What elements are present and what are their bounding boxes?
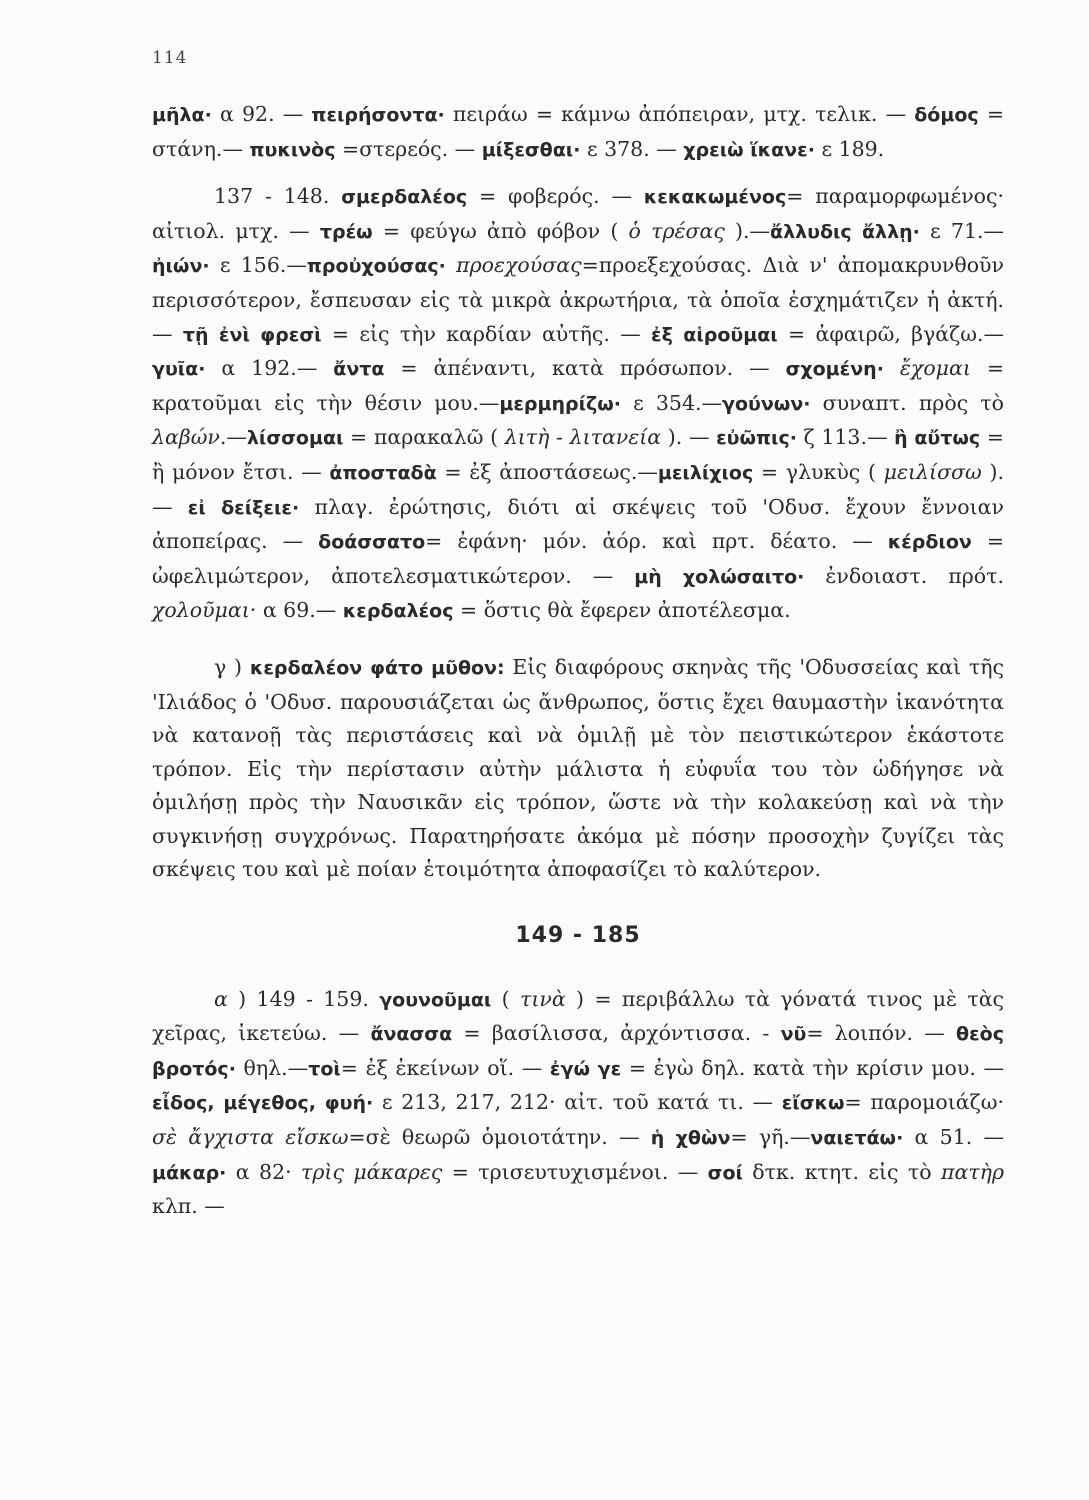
commentary-paragraph-3 [152,651,1004,887]
lemma-term: προὐχούσας· [306,255,446,278]
lemma-term: θεὸς βροτός· [152,1023,1004,1080]
lemma-term: τρέω [319,220,373,243]
gloss-text: = ἀπέναντι, κατὰ πρόσωπον. — [384,356,786,381]
lemma-term: μίξεσθαι· [481,138,581,161]
gloss-text: ) 149 - 159. [227,986,380,1011]
section-heading: 149 - 185 [515,923,641,949]
gloss-text: ζ 113.— [796,425,895,450]
italic-term: τινὰ [519,986,566,1011]
gloss-text [884,356,900,380]
gloss-text: = ἐξ ἐκείνων οἵ. — [340,1055,550,1080]
gloss-text: = βασίλισσα, ἀρχόντισσα. - [452,1021,781,1046]
gloss-text: Εἰς διαφόρους σκηνὰς τῆς 'Οδυσσείας καὶ τῆς 'Ιλιάδος ὁ 'Οδυσ. παρουσιάζεται ὡς ἄνθρωπος, ὅστις ἔχει θαυμαστὴν ἱκανότητα νὰ κατανοῇ τὰς περιστάσεις καὶ νὰ ὁμιλῇ μὲ τὸν πειστικώτερον ἑκάστοτε τρόπον. Εἰς τὴν περίστασιν αὐτὴν μάλιστα ἡ εὐφυΐα του τὸν ὡδήγησε νὰ ὁμιλήσῃ πρὸς τὴν Ναυσικᾶν εἰς τρόπον, ὥστε νὰ τὴν κολακεύσῃ καὶ νὰ τὴν συγκινήσῃ συγχρόνως. Παρατηρήσατε ἀκόμα μὲ πόσην προσοχὴν ζυγίζει τὰς σκέψεις του καὶ μὲ ποίαν ἑτοιμότητα ἀποφασίζει τὸ καλύτερον. [152,654,1004,882]
section-paragraph [152,983,1004,1224]
italic-term: ἔχομαι [899,356,971,381]
gloss-text: = γλυκὺς ( [753,459,884,484]
lemma-term: χρειὼ ἵκανε· [683,138,815,161]
italic-term: ὁ τρέσας [628,218,725,243]
commentary-paragraph-2 [152,180,1004,629]
lemma-term: εἰ δείξειε· [187,496,300,519]
gloss-text: α 92. — [211,102,312,126]
gloss-text: α 51. — [903,1125,1005,1150]
italic-term: σὲ ἄγχιστα εἴσκω [152,1125,349,1150]
gloss-text: ε 189. [814,136,885,161]
lemma-term: μερμηρίζω· [499,392,622,415]
gloss-text: ε 354.— [621,390,723,415]
lemma-term: πειρήσοντα· [311,104,445,126]
gloss-text: ε 213, 217, 212· αἰτ. τοῦ κατά τι. — [373,1090,782,1115]
gloss-text: ( [491,986,520,1011]
gloss-text: ἐνδοιαστ. πρότ. [804,563,1005,588]
gloss-text: = ἐφάνη· μόν. ἀόρ. καὶ πρτ. δέατο. — [425,529,888,554]
italic-term: μειλίσσω [883,459,982,484]
lemma-term: νῦ [780,1023,807,1046]
lemma-term: τῇ ἐνὶ φρεσὶ [182,323,322,346]
commentary-paragraph-1 [152,98,1004,167]
lemma-term: ἡ χθὼν [650,1127,731,1150]
gloss-text: = τρισευτυχισμένοι. — [442,1159,708,1184]
italic-term: τρὶς μάκαρες [301,1159,443,1184]
lemma-term: λίσσομαι [246,427,344,450]
italic-term: πατὴρ [941,1159,1004,1184]
lemma-term: πυκινὸς [249,138,336,161]
lemma-term: γούνων· [722,392,811,415]
lemma-term: ἀποσταδὰ [329,461,437,484]
gloss-text: ε 378. — [580,136,684,161]
gloss-text: = ἐξ ἀποστάσεως.— [436,459,658,484]
gloss-text: α 192.— [205,356,334,381]
gloss-text: θηλ.— [235,1055,309,1080]
lemma-term: ναιετάω· [810,1127,904,1150]
italic-term: προεχούσας [456,253,582,278]
lemma-term: μειλίχιος [657,461,754,484]
gloss-text: 137 - 148. [214,184,342,209]
page-number: 114 [152,48,188,68]
gloss-text: = εἰς τὴν καρδίαν αὐτῆς. — [321,321,652,346]
lemma-term: σοί [707,1161,743,1184]
gloss-text: δτκ. κτητ. εἰς τὸ [742,1159,941,1184]
gloss-text: = γῆ.— [730,1125,811,1150]
lemma-term: τοὶ [308,1057,341,1080]
lemma-term: μὴ χολώσαιτο· [634,565,805,588]
lemma-term: ἠιών· [152,255,210,278]
lemma-term: γυῖα· [152,358,206,381]
gloss-text: = παρομοιάζω· [844,1090,1004,1115]
lemma-term: γουνοῦμαι [379,988,492,1011]
gloss-text [446,253,456,277]
gloss-text: = ἐγὼ δηλ. κατὰ τὴν κρίσιν μου. — [621,1055,1004,1080]
gloss-text: = φοβερός. — [467,184,644,209]
italic-term: χολοῦμαι· [152,598,257,623]
gloss-text: = κρατοῦμαι εἰς τὴν θέσιν μου.— [152,356,1004,415]
lemma-term: εὐῶπις· [716,427,797,450]
gloss-text: ).— [724,218,771,243]
lemma-term: κερδαλέον φάτο μῦθον: [249,656,505,679]
gloss-text: ε 156.— [209,253,307,278]
italic-term: λιτὴ - λιτανεία [504,425,662,450]
gloss-text: = φεύγω ἀπὸ φόβον ( [372,218,629,243]
gloss-text: = ὠφελιμώτερον, ἀποτελεσματικώτερον. — [152,529,1005,588]
gloss-text: = λοιπόν. — [806,1021,957,1046]
gloss-text: =προεξεχούσας. Διὰ ν' ἀπομακρυνθοῦν περισσότερον, ἔσπευσαν εἰς τὰ μικρὰ ἀκρωτήρια, τὰ ὁποῖα ἐσχημάτιζεν ἡ ἀκτή. — [152,253,1004,346]
lemma-term: σχομένη· [785,358,884,381]
lemma-term: κεκακωμένος [643,186,787,209]
gloss-text: ). — [152,459,1004,519]
gloss-text: .— [219,425,247,450]
lemma-term: σμερδαλέος [341,186,468,209]
commentary-text [152,98,1004,1224]
lemma-term: ἄντα [333,358,385,381]
gloss-text: = στάνη.— [152,102,1004,161]
gloss-text: = ἀφαιρῶ, βγάζω.— [777,321,1004,346]
lemma-term: δόμος [914,104,979,126]
gloss-text: = ἢ μόνον ἔτσι. — [152,425,1004,484]
lemma-term: ἄνασσα [370,1023,453,1046]
gloss-text: συναπτ. πρὸς τὸ [810,390,1004,415]
gloss-text: =στερεός. — [335,136,482,161]
lemma-term: μάκαρ· [152,1161,227,1184]
italic-term: λαβών [152,425,220,450]
italic-term: α [214,986,228,1011]
gloss-text: = παραμορφωμένος· αἰτιολ. μτχ. — [152,184,1005,243]
gloss-text: = παρακαλῶ ( [343,425,505,450]
gloss-text: πλαγ. ἐρώτησις, διότι αἱ σκέψεις τοῦ 'Οδυσ. ἔχουν ἔννοιαν ἀποπείρας. — [152,494,1004,554]
gloss-text: α 69.— [256,598,343,623]
gloss-text: ) = περιβάλλω τὰ γόνατά τινος μὲ τὰς χεῖρας, ἱκετεύω. — [152,986,1005,1046]
gloss-text: =σὲ θεωρῶ ὁμοιοτάτην. — [348,1125,651,1150]
lemma-term: ἢ αὔτως [894,427,981,450]
lemma-term: κερδαλέος [342,600,454,623]
gloss-text: πειράω = κάμνω ἀπόπειραν, μτχ. τελικ. — [444,102,915,126]
gloss-text: α 82· [226,1159,302,1184]
gloss-text: = ὅστις θὰ ἔφερεν ἀποτέλεσμα. [453,598,791,623]
lemma-term: δοάσσατο [318,531,426,554]
gloss-text: ). — [661,425,717,450]
lemma-term: κέρδιον [887,531,972,554]
lemma-term: μῆλα· [152,104,212,126]
lemma-term: εἶδος, μέγεθος, φυή· [152,1092,374,1115]
lemma-term: εἴσκω [781,1092,845,1115]
gloss-text: κλπ. — [152,1194,225,1219]
lemma-term: ἐξ αἱροῦμαι [651,323,778,346]
gloss-text: γ ) [214,654,250,679]
lemma-term: ἄλλυδις ἄλλῃ· [770,220,920,243]
gloss-text: ε 71.— [919,218,1005,243]
lemma-term: ἐγώ γε [549,1057,622,1080]
